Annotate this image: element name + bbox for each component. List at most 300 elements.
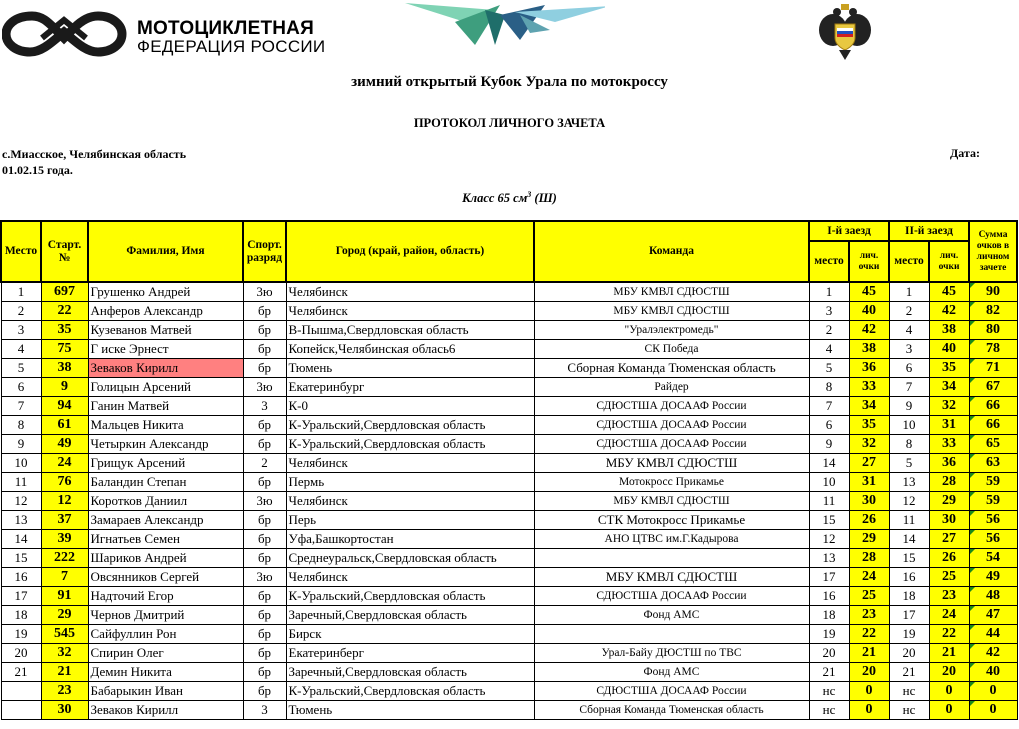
cell-race1-place: 15 xyxy=(809,511,849,530)
sum-value: 66 xyxy=(986,398,1001,413)
cell-rank: бр xyxy=(243,359,286,378)
cell-name: Демин Никита xyxy=(88,663,243,682)
cell-rank: бр xyxy=(243,511,286,530)
cell-race1-points: 22 xyxy=(849,625,889,644)
cell-name: Зеваков Кирилл xyxy=(88,359,243,378)
cell-rank: бр xyxy=(243,587,286,606)
table-row xyxy=(1,492,1017,511)
cell-race1-points: 0 xyxy=(849,682,889,701)
cell-place: 19 xyxy=(1,625,41,644)
cell-start-no: 76 xyxy=(41,473,88,492)
class-title-text: Класс 65 см xyxy=(462,191,528,206)
cell-race1-points: 26 xyxy=(849,511,889,530)
sum-value: 0 xyxy=(989,683,997,698)
class-title-suffix: (Ш) xyxy=(531,191,557,206)
col-header-race2: II-й заезд xyxy=(889,221,969,241)
cell-rank: бр xyxy=(243,340,286,359)
cell-race1-place: 21 xyxy=(809,663,849,682)
cell-race1-points: 29 xyxy=(849,530,889,549)
comment-marker-icon xyxy=(970,397,975,402)
cell-place: 1 xyxy=(1,282,41,302)
cell-race2-place: 20 xyxy=(889,644,929,663)
cell-race1-place: 13 xyxy=(809,549,849,568)
col-header-sum-line4: зачете xyxy=(979,262,1007,273)
cell-city: Бирск xyxy=(286,625,534,644)
cell-race2-points: 20 xyxy=(929,663,969,682)
cell-team: СДЮСТША ДОСААФ России xyxy=(534,397,809,416)
cell-sum xyxy=(969,701,1017,720)
cell-race2-points: 30 xyxy=(929,511,969,530)
sum-value: 66 xyxy=(986,417,1001,432)
cell-race2-points: 27 xyxy=(929,530,969,549)
cell-race1-place: нс xyxy=(809,682,849,701)
cell-race1-place: 2 xyxy=(809,321,849,340)
comment-marker-icon xyxy=(970,568,975,573)
cell-race1-place: 4 xyxy=(809,340,849,359)
sum-value: 65 xyxy=(986,436,1001,451)
cell-name: Игнатьев Семен xyxy=(88,530,243,549)
comment-marker-icon xyxy=(970,340,975,345)
cell-race2-place: 15 xyxy=(889,549,929,568)
cell-rank: бр xyxy=(243,530,286,549)
cell-city: К-Уральский,Свердловская область xyxy=(286,587,534,606)
cell-rank: 3ю xyxy=(243,492,286,511)
cell-start-no: 61 xyxy=(41,416,88,435)
cell-rank: бр xyxy=(243,473,286,492)
cell-place: 12 xyxy=(1,492,41,511)
cell-race2-points: 28 xyxy=(929,473,969,492)
cell-rank: 3 xyxy=(243,397,286,416)
cell-sum xyxy=(969,435,1017,454)
cell-race1-points: 38 xyxy=(849,340,889,359)
cell-rank: бр xyxy=(243,663,286,682)
table-row xyxy=(1,416,1017,435)
star-emblem-icon xyxy=(405,0,605,50)
comment-marker-icon xyxy=(970,625,975,630)
cell-team xyxy=(534,549,809,568)
col-header-place: Место xyxy=(1,221,41,282)
table-row xyxy=(1,682,1017,701)
cell-place: 2 xyxy=(1,302,41,321)
cell-place xyxy=(1,682,41,701)
sum-value: 40 xyxy=(986,664,1001,679)
cell-race2-place: 9 xyxy=(889,397,929,416)
col-header-sum xyxy=(969,221,1017,282)
cell-race2-place: 8 xyxy=(889,435,929,454)
cell-start-no: 49 xyxy=(41,435,88,454)
cell-start-no: 75 xyxy=(41,340,88,359)
cell-name: Надточий Егор xyxy=(88,587,243,606)
col-header-name: Фамилия, Имя xyxy=(88,221,243,282)
cell-sum xyxy=(969,454,1017,473)
cell-place xyxy=(1,701,41,720)
cell-start-no: 545 xyxy=(41,625,88,644)
cell-race2-points: 42 xyxy=(929,302,969,321)
cell-race2-points: 35 xyxy=(929,359,969,378)
cell-race1-points: 40 xyxy=(849,302,889,321)
cell-start-no: 697 xyxy=(41,282,88,302)
col-header-race1: I-й заезд xyxy=(809,221,889,241)
cell-start-no: 38 xyxy=(41,359,88,378)
cell-team: МБУ КМВЛ СДЮСТШ xyxy=(534,282,809,302)
col-header-sum-line2: очков в xyxy=(976,240,1010,251)
cell-name: Шариков Андрей xyxy=(88,549,243,568)
comment-marker-icon xyxy=(970,283,975,288)
cell-name: Бабарыкин Иван xyxy=(88,682,243,701)
cell-place: 8 xyxy=(1,416,41,435)
col-header-team: Команда xyxy=(534,221,809,282)
cell-rank: 2 xyxy=(243,454,286,473)
cell-race2-points: 0 xyxy=(929,701,969,720)
cell-name: Грищук Арсений xyxy=(88,454,243,473)
cell-place: 5 xyxy=(1,359,41,378)
col-header-race2-points-line1: лич. xyxy=(939,250,959,261)
cell-start-no: 24 xyxy=(41,454,88,473)
comment-marker-icon xyxy=(970,321,975,326)
cell-team: Сборная Команда Тюменская область xyxy=(534,359,809,378)
cell-race1-points: 0 xyxy=(849,701,889,720)
table-row xyxy=(1,549,1017,568)
cell-race1-place: 7 xyxy=(809,397,849,416)
cell-race1-place: 6 xyxy=(809,416,849,435)
comment-marker-icon xyxy=(970,682,975,687)
col-header-race1-points xyxy=(849,241,889,282)
cell-race2-points: 36 xyxy=(929,454,969,473)
cell-race1-place: 8 xyxy=(809,378,849,397)
col-header-rank xyxy=(243,221,286,282)
cell-name: Г иске Эрнест xyxy=(88,340,243,359)
cell-team: МБУ КМВЛ СДЮСТШ xyxy=(534,454,809,473)
comment-marker-icon xyxy=(970,416,975,421)
cell-race2-points: 25 xyxy=(929,568,969,587)
cell-race1-points: 20 xyxy=(849,663,889,682)
cell-name: Зеваков Кирилл xyxy=(88,701,243,720)
sum-value: 48 xyxy=(986,588,1001,603)
cell-team: СДЮСТША ДОСААФ России xyxy=(534,587,809,606)
col-header-sum-line1: Сумма xyxy=(978,229,1008,240)
cell-name: Голицын Арсений xyxy=(88,378,243,397)
cell-rank: бр xyxy=(243,302,286,321)
double-headed-eagle-icon xyxy=(815,2,875,62)
cell-place: 16 xyxy=(1,568,41,587)
cell-rank: бр xyxy=(243,644,286,663)
federation-name-line1: МОТОЦИКЛЕТНАЯ xyxy=(137,18,314,39)
cell-name: Коротков Даниил xyxy=(88,492,243,511)
cell-race2-place: 6 xyxy=(889,359,929,378)
date-label: Дата: xyxy=(950,146,980,160)
table-row xyxy=(1,530,1017,549)
cell-race2-place: 13 xyxy=(889,473,929,492)
sum-value: 78 xyxy=(986,341,1001,356)
cell-race1-place: 10 xyxy=(809,473,849,492)
cell-place: 11 xyxy=(1,473,41,492)
event-date: 01.02.15 года. xyxy=(2,163,73,177)
cell-city: Копейск,Челябинская облась6 xyxy=(286,340,534,359)
comment-marker-icon xyxy=(970,511,975,516)
cell-rank: бр xyxy=(243,625,286,644)
cell-place: 14 xyxy=(1,530,41,549)
cell-city: Среднеуральск,Свердловская область xyxy=(286,549,534,568)
cell-race1-place: 1 xyxy=(809,282,849,302)
comment-marker-icon xyxy=(970,359,975,364)
cell-race2-place: 5 xyxy=(889,454,929,473)
cell-race1-points: 42 xyxy=(849,321,889,340)
event-title: зимний открытый Кубок Урала по мотокроссу xyxy=(351,74,668,90)
cell-team: "Уралэлектромедь" xyxy=(534,321,809,340)
cell-race2-place: 7 xyxy=(889,378,929,397)
sum-value: 49 xyxy=(986,569,1001,584)
cell-race1-points: 30 xyxy=(849,492,889,511)
sum-value: 67 xyxy=(986,379,1001,394)
cell-name: Кузеванов Матвей xyxy=(88,321,243,340)
col-header-rank-line1: Спорт. xyxy=(247,238,282,251)
cell-race1-place: 19 xyxy=(809,625,849,644)
cell-race1-place: 14 xyxy=(809,454,849,473)
cell-city: К-0 xyxy=(286,397,534,416)
cell-start-no: 94 xyxy=(41,397,88,416)
star-logo xyxy=(405,0,605,50)
cell-sum xyxy=(969,682,1017,701)
cell-rank: 3 xyxy=(243,701,286,720)
cell-race1-points: 33 xyxy=(849,378,889,397)
cell-start-no: 23 xyxy=(41,682,88,701)
cell-race2-points: 21 xyxy=(929,644,969,663)
cell-race2-points: 29 xyxy=(929,492,969,511)
cell-race1-points: 27 xyxy=(849,454,889,473)
cell-team: Фонд АМС xyxy=(534,663,809,682)
table-row xyxy=(1,587,1017,606)
cell-rank: 3ю xyxy=(243,568,286,587)
cell-city: Уфа,Башкортостан xyxy=(286,530,534,549)
table-row xyxy=(1,282,1017,302)
comment-marker-icon xyxy=(970,435,975,440)
sum-value: 59 xyxy=(986,474,1001,489)
cell-race1-place: 11 xyxy=(809,492,849,511)
cell-city: К-Уральский,Свердловская область xyxy=(286,682,534,701)
cell-city: Челябинск xyxy=(286,282,534,302)
sum-value: 90 xyxy=(986,284,1001,299)
sum-value: 63 xyxy=(986,455,1001,470)
cell-city: Заречный,Свердловская область xyxy=(286,663,534,682)
cell-race1-points: 31 xyxy=(849,473,889,492)
sum-value: 56 xyxy=(986,512,1001,527)
sum-value: 0 xyxy=(989,702,997,717)
cell-start-no: 12 xyxy=(41,492,88,511)
cell-race2-points: 40 xyxy=(929,340,969,359)
cell-sum xyxy=(969,397,1017,416)
cell-race2-place: 17 xyxy=(889,606,929,625)
cell-sum xyxy=(969,625,1017,644)
cell-race2-place: 14 xyxy=(889,530,929,549)
comment-marker-icon xyxy=(970,606,975,611)
comment-marker-icon xyxy=(970,663,975,668)
motorcycle-federation-logo xyxy=(2,8,332,58)
cell-race2-points: 31 xyxy=(929,416,969,435)
cell-name: Грушенко Андрей xyxy=(88,282,243,302)
cell-city: Екатеринбург xyxy=(286,378,534,397)
cell-rank: 3ю xyxy=(243,378,286,397)
cell-race2-place: 1 xyxy=(889,282,929,302)
col-header-race2-points-line2: очки xyxy=(938,261,960,272)
cell-race2-place: 12 xyxy=(889,492,929,511)
table-row xyxy=(1,606,1017,625)
cell-start-no: 7 xyxy=(41,568,88,587)
cell-place: 9 xyxy=(1,435,41,454)
cell-place: 6 xyxy=(1,378,41,397)
col-header-race1-place: место xyxy=(809,241,849,282)
sum-value: 59 xyxy=(986,493,1001,508)
table-row xyxy=(1,435,1017,454)
cell-race1-place: 3 xyxy=(809,302,849,321)
cell-city: К-Уральский,Свердловская область xyxy=(286,435,534,454)
cell-place: 21 xyxy=(1,663,41,682)
cell-sum xyxy=(969,321,1017,340)
cell-start-no: 22 xyxy=(41,302,88,321)
cell-race2-points: 24 xyxy=(929,606,969,625)
cell-race2-place: 10 xyxy=(889,416,929,435)
cell-city: Челябинск xyxy=(286,454,534,473)
cell-sum xyxy=(969,568,1017,587)
event-location-date xyxy=(2,146,186,178)
cell-race2-place: 16 xyxy=(889,568,929,587)
cell-place: 17 xyxy=(1,587,41,606)
cell-place: 7 xyxy=(1,397,41,416)
cell-team: МБУ КМВЛ СДЮСТШ xyxy=(534,302,809,321)
cell-sum xyxy=(969,340,1017,359)
sum-value: 42 xyxy=(986,645,1001,660)
table-row xyxy=(1,568,1017,587)
cell-race1-points: 34 xyxy=(849,397,889,416)
cell-sum xyxy=(969,549,1017,568)
cell-city: Перь xyxy=(286,511,534,530)
cell-race2-points: 34 xyxy=(929,378,969,397)
table-row xyxy=(1,321,1017,340)
table-row xyxy=(1,378,1017,397)
cell-start-no: 21 xyxy=(41,663,88,682)
cell-race1-points: 25 xyxy=(849,587,889,606)
cell-rank: бр xyxy=(243,606,286,625)
cell-race1-points: 32 xyxy=(849,435,889,454)
table-row xyxy=(1,397,1017,416)
cell-start-no: 32 xyxy=(41,644,88,663)
results-rows xyxy=(1,282,1017,720)
cell-team: СДЮСТША ДОСААФ России xyxy=(534,435,809,454)
cell-start-no: 9 xyxy=(41,378,88,397)
cell-race1-place: 20 xyxy=(809,644,849,663)
comment-marker-icon xyxy=(970,587,975,592)
cell-name: Мальцев Никита xyxy=(88,416,243,435)
cell-team: СДЮСТША ДОСААФ России xyxy=(534,416,809,435)
cell-race1-points: 23 xyxy=(849,606,889,625)
comment-marker-icon xyxy=(970,549,975,554)
cell-team: Урал-Байу ДЮСТШ по ТВС xyxy=(534,644,809,663)
comment-marker-icon xyxy=(970,378,975,383)
cell-race2-points: 23 xyxy=(929,587,969,606)
comment-marker-icon xyxy=(970,644,975,649)
cell-rank: бр xyxy=(243,416,286,435)
cell-team: МБУ КМВЛ СДЮСТШ xyxy=(534,492,809,511)
cell-team: Райдер xyxy=(534,378,809,397)
cell-rank: бр xyxy=(243,321,286,340)
cell-start-no: 30 xyxy=(41,701,88,720)
cell-city: Челябинск xyxy=(286,568,534,587)
cell-race2-points: 0 xyxy=(929,682,969,701)
cell-race2-place: 2 xyxy=(889,302,929,321)
comment-marker-icon xyxy=(970,701,975,706)
table-row xyxy=(1,340,1017,359)
cell-rank: бр xyxy=(243,682,286,701)
comment-marker-icon xyxy=(970,454,975,459)
cell-team: СДЮСТША ДОСААФ России xyxy=(534,682,809,701)
cell-race2-place: 11 xyxy=(889,511,929,530)
sum-value: 54 xyxy=(986,550,1001,565)
cell-race2-place: нс xyxy=(889,682,929,701)
cell-team: СК Победа xyxy=(534,340,809,359)
col-header-race2-points xyxy=(929,241,969,282)
cell-place: 15 xyxy=(1,549,41,568)
cell-race1-points: 24 xyxy=(849,568,889,587)
results-table xyxy=(0,220,1018,720)
cell-sum xyxy=(969,644,1017,663)
cell-race1-points: 45 xyxy=(849,282,889,302)
federation-name-line2: ФЕДЕРАЦИЯ РОССИИ xyxy=(137,37,326,56)
cell-name: Четыркин Александр xyxy=(88,435,243,454)
sum-value: 80 xyxy=(986,322,1001,337)
cell-race2-points: 26 xyxy=(929,549,969,568)
cell-race2-points: 38 xyxy=(929,321,969,340)
table-row xyxy=(1,663,1017,682)
col-header-start-no xyxy=(41,221,88,282)
cell-city: Челябинск xyxy=(286,302,534,321)
cell-team xyxy=(534,625,809,644)
cell-place: 20 xyxy=(1,644,41,663)
table-row xyxy=(1,701,1017,720)
cell-sum xyxy=(969,587,1017,606)
cell-race2-place: 19 xyxy=(889,625,929,644)
comment-marker-icon xyxy=(970,473,975,478)
cell-city: К-Уральский,Свердловская область xyxy=(286,416,534,435)
cell-team: АНО ЦТВС им.Г.Кадырова xyxy=(534,530,809,549)
cell-race2-place: 3 xyxy=(889,340,929,359)
infinity-logo-icon xyxy=(2,8,127,58)
cell-race1-place: нс xyxy=(809,701,849,720)
col-header-race1-points-line2: очки xyxy=(858,261,880,272)
cell-team: Фонд АМС xyxy=(534,606,809,625)
class-title-sup: 3 xyxy=(527,190,532,199)
table-row xyxy=(1,454,1017,473)
cell-race1-points: 36 xyxy=(849,359,889,378)
col-header-race2-place: место xyxy=(889,241,929,282)
cell-sum xyxy=(969,282,1017,302)
sum-value: 56 xyxy=(986,531,1001,546)
cell-race2-points: 33 xyxy=(929,435,969,454)
cell-sum xyxy=(969,511,1017,530)
cell-sum xyxy=(969,473,1017,492)
cell-sum xyxy=(969,378,1017,397)
comment-marker-icon xyxy=(970,302,975,307)
cell-place: 3 xyxy=(1,321,41,340)
cell-name: Баландин Степан xyxy=(88,473,243,492)
table-row xyxy=(1,644,1017,663)
cell-race2-points: 45 xyxy=(929,282,969,302)
col-header-sum-line3: личном xyxy=(976,251,1010,262)
cell-sum xyxy=(969,606,1017,625)
cell-start-no: 29 xyxy=(41,606,88,625)
table-row xyxy=(1,511,1017,530)
cell-race1-place: 12 xyxy=(809,530,849,549)
col-header-rank-line2: разряд xyxy=(246,251,283,264)
cell-sum xyxy=(969,530,1017,549)
